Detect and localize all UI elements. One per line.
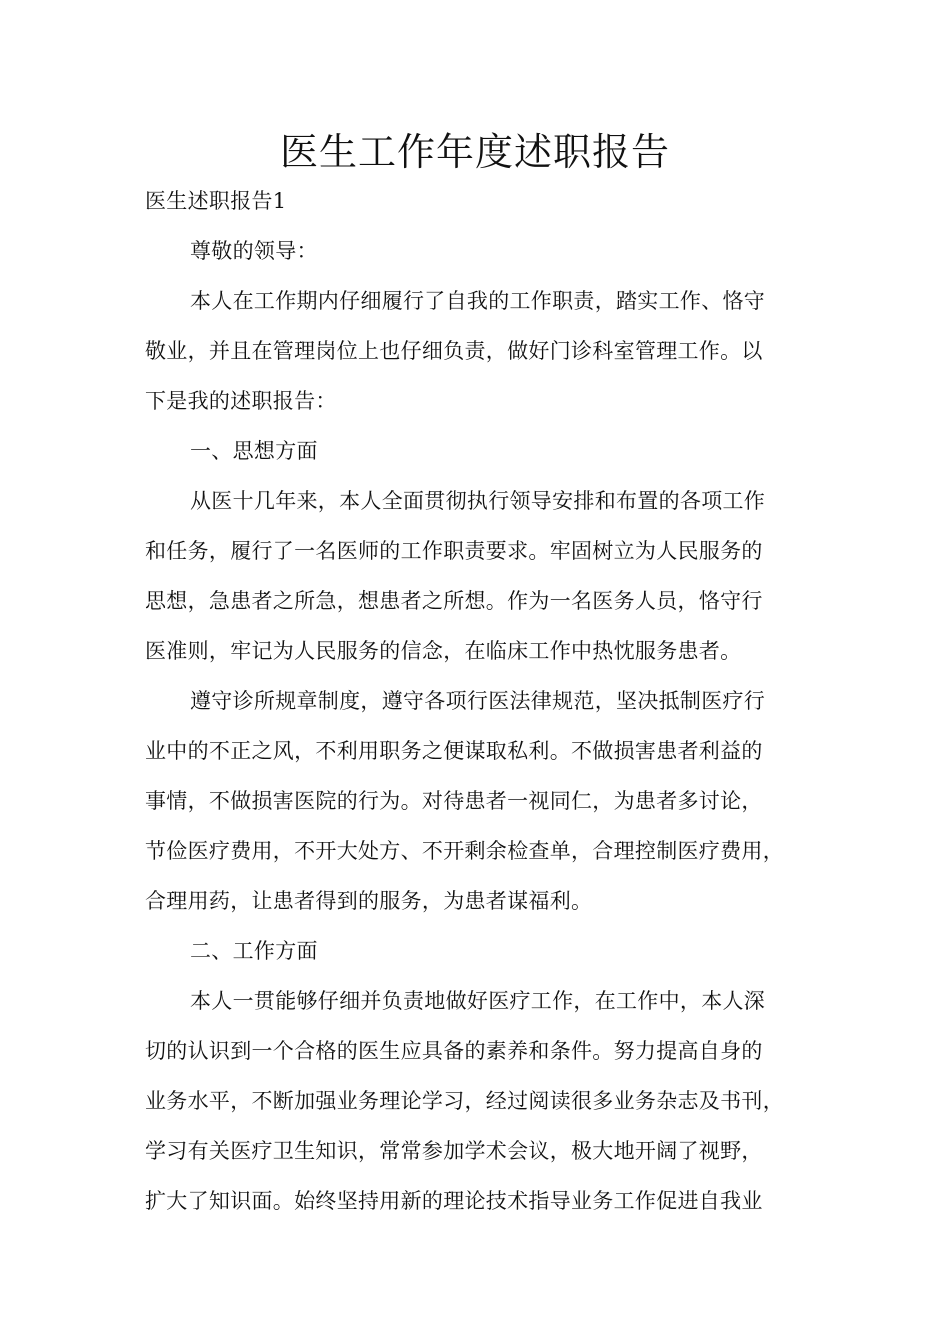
paragraph-line: 下是我的述职报告： xyxy=(145,389,337,413)
paragraph-line: 业务水平，不断加强业务理论学习，经过阅读很多业务杂志及书刊， xyxy=(145,1089,784,1113)
section-heading: 二、工作方面 xyxy=(190,939,318,963)
paragraph-line: 节俭医疗费用，不开大处方、不开剩余检查单，合理控制医疗费用， xyxy=(145,839,784,863)
paragraph-line: 业中的不正之风，不利用职务之便谋取私利。不做损害患者利益的 xyxy=(145,739,763,763)
paragraph-line: 学习有关医疗卫生知识，常常参加学术会议，极大地开阔了视野， xyxy=(145,1139,763,1163)
paragraph-line: 本人在工作期内仔细履行了自我的工作职责，踏实工作、恪守 xyxy=(190,289,766,313)
paragraph-line: 合理用药，让患者得到的服务，为患者谋福利。 xyxy=(145,889,593,913)
document-title: 医生工作年度述职报告 xyxy=(279,130,670,174)
paragraph-line: 切的认识到一个合格的医生应具备的素养和条件。努力提高自身的 xyxy=(145,1039,763,1063)
paragraph-line: 从医十几年来，本人全面贯彻执行领导安排和布置的各项工作 xyxy=(190,489,766,513)
paragraph-line: 医准则，牢记为人民服务的信念，在临床工作中热忱服务患者。 xyxy=(145,639,742,663)
paragraph-line: 事情，不做损害医院的行为。对待患者一视同仁，为患者多讨论， xyxy=(145,789,763,813)
paragraph-line: 本人一贯能够仔细并负责地做好医疗工作，在工作中，本人深 xyxy=(190,989,766,1013)
document-subtitle: 医生述职报告1 xyxy=(145,189,287,213)
paragraph-line: 和任务，履行了一名医师的工作职责要求。牢固树立为人民服务的 xyxy=(145,539,763,563)
paragraph-line: 敬业，并且在管理岗位上也仔细负责，做好门诊科室管理工作。以 xyxy=(145,339,763,363)
salutation: 尊敬的领导： xyxy=(190,239,318,263)
section-heading: 一、思想方面 xyxy=(190,439,318,463)
paragraph-line: 遵守诊所规章制度，遵守各项行医法律规范，坚决抵制医疗行 xyxy=(190,689,766,713)
paragraph-line: 思想，急患者之所急，想患者之所想。作为一名医务人员，恪守行 xyxy=(145,589,763,613)
paragraph-line: 扩大了知识面。始终坚持用新的理论技术指导业务工作促进自我业 xyxy=(145,1189,763,1213)
